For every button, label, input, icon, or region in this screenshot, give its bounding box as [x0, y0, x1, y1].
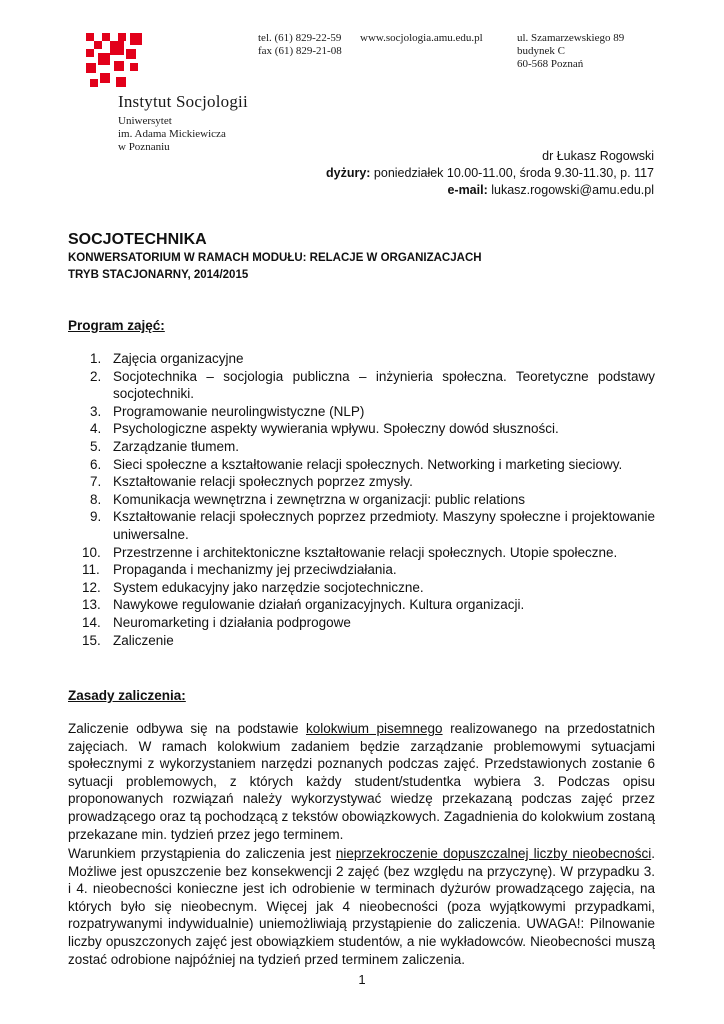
- institute-block: [118, 92, 248, 154]
- item-number: 14.: [82, 614, 101, 630]
- course-title: SOCJOTECHNIKA: [68, 231, 207, 248]
- address-line-1: ul. Szamarzewskiego 89: [517, 32, 625, 44]
- item-number: 9.: [90, 509, 102, 525]
- program-list: [68, 350, 655, 649]
- item-text: Zaliczenie: [113, 632, 174, 648]
- list-item: [68, 544, 655, 562]
- contact-address: [517, 32, 624, 71]
- email-link[interactable]: lukasz.rogowski@amu.edu.pl: [487, 183, 654, 197]
- written-test-emphasis: kolokwium pisemnego: [305, 721, 443, 736]
- item-text: Przestrzenne i architektoniczne kształtowanie relacji społecznych. Utopie społeczne.: [113, 544, 618, 560]
- list-item: [68, 579, 655, 597]
- office-hours: [326, 165, 654, 182]
- institute-sub-3: w Poznaniu: [118, 141, 170, 153]
- contact-phones: [258, 32, 342, 58]
- list-item: [68, 403, 655, 421]
- lecturer-name: dr Łukasz Rogowski: [542, 149, 654, 163]
- item-text: Zarządzanie tłumem.: [113, 438, 240, 454]
- list-item: [68, 456, 655, 474]
- item-number: 15.: [82, 632, 101, 648]
- item-number: 13.: [82, 597, 101, 613]
- item-number: 1.: [90, 351, 102, 366]
- list-item: [68, 614, 655, 632]
- list-item: [68, 350, 655, 368]
- grading-heading: Zasady zaliczenia:: [68, 688, 186, 703]
- item-text: Neuromarketing i działania podprogowe: [113, 614, 351, 630]
- contact-website: [360, 32, 483, 45]
- institute-sub-1: Uniwersytet: [118, 115, 172, 127]
- item-number: 11.: [82, 562, 100, 578]
- item-text: Propaganda i mechanizmy jej przeciwdziałania.: [113, 562, 397, 578]
- item-number: 3.: [90, 403, 102, 419]
- item-number: 8.: [90, 491, 102, 507]
- email: [326, 182, 654, 199]
- item-text: Kształtowanie relacji społecznych poprzez zmysły.: [113, 474, 413, 490]
- item-text: Komunikacja wewnętrzna i zewnętrzna w organizacji: public relations: [113, 491, 525, 507]
- item-text: Programowanie neurolingwistyczne (NLP): [113, 403, 365, 419]
- item-number: 6.: [90, 456, 102, 472]
- program-heading: Program zajęć:: [68, 318, 165, 333]
- page-number: 1: [358, 972, 366, 987]
- list-item: [68, 508, 655, 543]
- address-line-2: budynek C: [517, 45, 565, 57]
- institute-name: Instytut Socjologii: [118, 92, 248, 111]
- absence-limit-emphasis: nieprzekroczenie dopuszczalnej liczby nieobecności: [335, 846, 652, 861]
- website-link[interactable]: www.socjologia.amu.edu.pl: [360, 32, 483, 44]
- list-item: [68, 561, 655, 579]
- office-hours-label: dyżury:: [326, 166, 371, 180]
- list-item: [68, 420, 655, 438]
- email-label: e-mail:: [447, 183, 488, 197]
- lecturer-info: [326, 148, 654, 199]
- item-text: Sieci społeczne a kształtowanie relacji społecznych. Networking i marketing sieciowy.: [113, 456, 623, 472]
- grading-p1-start: Zaliczenie odbywa się na podstawie: [68, 721, 306, 736]
- list-item: [68, 596, 655, 614]
- phone: tel. (61) 829-22-59: [258, 32, 342, 44]
- item-text: Psychologiczne aspekty wywierania wpływu. Społeczny dowód słuszności.: [113, 421, 559, 437]
- list-item: [68, 632, 655, 650]
- item-number: 2.: [90, 368, 102, 384]
- item-text: Nawykowe regulowanie działań organizacyjnych. Kultura organizacji.: [113, 597, 525, 613]
- institute-sub-2: im. Adama Mickiewicza: [118, 128, 226, 140]
- list-item: [68, 491, 655, 509]
- item-number: 10.: [82, 544, 101, 560]
- item-number: 7.: [90, 474, 102, 490]
- list-item: [68, 368, 655, 403]
- grading-paragraph-2: [68, 845, 655, 968]
- item-text: Socjotechnika – socjologia publiczna – inżynieria społeczna. Teoretyczne podstawy socjotechniki.: [113, 368, 655, 402]
- list-item: [68, 473, 655, 491]
- grading-p2-start: Warunkiem przystąpienia do zaliczenia jest: [68, 846, 336, 861]
- item-text: Zajęcia organizacyjne: [113, 351, 244, 366]
- grading-p1-rest: realizowanego na przedostatnich zajęciach. W ramach kolokwium zadaniem będzie zarządzanie problemowymi sytuacjami społecznymi z wykorzystaniem narzędzi poznanych podczas zajęć. Przedstawionych zostanie 6 sytuacji problemowych, z których każdy student/studentka wybiera 3. Podczas opisu proponowanych rozwiązań należy wykorzystywać wiedzę przekazaną podczas zajęć przez prowadzącego oraz tą pochodzącą z tekstów obowiązkowych. Zagadnienia do kolokwium zostaną przekazane min. tydzień przez jego terminem.: [68, 721, 656, 842]
- grading-p2-rest: . Możliwe jest opuszczenie bez konsekwencji 2 zajęć (bez względu na przyczynę). W przypadku 3. i 4. nieobecności konieczne jest ich odrobienie w terminach dyżurów prowadzącego zajęcia, na których było się nieobecnym. Więcej jak 4 nieobecności (poza wyjątkowymi przypadkami, rozpatrywanymi indywidualnie) uniemożliwiają przystąpienie do zaliczenia. UWAGA!: Pilnowanie liczby opuszczonych zajęć jest obowiązkiem studentów, a nie wykładowców. Nieobecności muszą zostać odrobione najpóźniej na tydzień przed terminem zaliczenia.: [68, 846, 655, 967]
- item-number: 5.: [90, 438, 102, 454]
- address-line-3: 60-568 Poznań: [517, 58, 584, 70]
- fax: fax (61) 829-21-08: [258, 45, 342, 57]
- grading-paragraph-1: [68, 720, 655, 843]
- item-number: 4.: [90, 421, 102, 437]
- office-hours-value: poniedziałek 10.00-11.00, środa 9.30-11.30, p. 117: [370, 166, 654, 180]
- list-item: [68, 438, 655, 456]
- item-text: Kształtowanie relacji społecznych poprzez przedmioty. Maszyny społeczne i projektowanie uniwersalne.: [113, 509, 655, 542]
- item-number: 12.: [82, 579, 101, 595]
- course-subtitle-1: KONWERSATORIUM W RAMACH MODUŁU: RELACJE W ORGANIZACJACH: [68, 252, 482, 264]
- item-text: System edukacyjny jako narzędzie socjotechniczne.: [113, 579, 424, 595]
- institute-logo: [86, 33, 142, 89]
- course-subtitle-2: TRYB STACJONARNY, 2014/2015: [68, 269, 249, 281]
